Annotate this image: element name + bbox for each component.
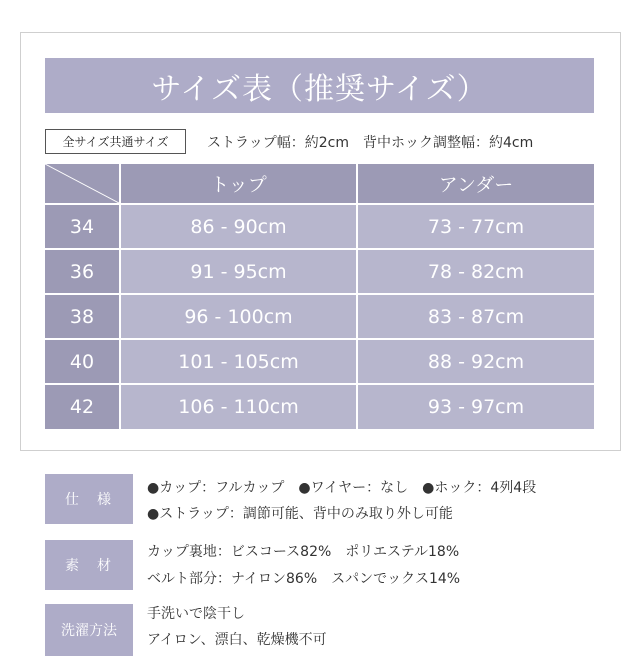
top-cell: 101 - 105cm <box>120 339 357 384</box>
top-cell: 106 - 110cm <box>120 384 357 429</box>
diagonal-line-icon <box>45 164 119 203</box>
spec-row-washing <box>45 604 594 656</box>
spec-line: 手洗いで陰干し <box>147 606 245 622</box>
size-cell: 40 <box>45 339 120 384</box>
spec-label: 洗濯方法 <box>45 604 133 656</box>
spec-row-material <box>45 540 594 590</box>
size-cell: 36 <box>45 249 120 294</box>
strap-note: ストラップ幅：約2cm 背中ホック調整幅：約4cm <box>207 134 534 151</box>
spec-label: 素 材 <box>45 540 133 590</box>
spec-line: ベルト部分：ナイロン86% スパンでックス14% <box>147 571 461 587</box>
table-row <box>45 384 594 429</box>
spec-label: 仕 様 <box>45 474 133 524</box>
size-table <box>45 164 594 429</box>
under-cell: 78 - 82cm <box>357 249 594 294</box>
table-row <box>45 339 594 384</box>
table-row <box>45 249 594 294</box>
common-size-tag: 全サイズ共通サイズ <box>45 129 186 154</box>
spec-line: ●ストラップ：調節可能、背中のみ取り外し可能 <box>147 506 453 522</box>
top-cell: 91 - 95cm <box>120 249 357 294</box>
table-header-row <box>45 164 594 204</box>
size-cell: 42 <box>45 384 120 429</box>
top-cell: 86 - 90cm <box>120 204 357 249</box>
under-cell: 88 - 92cm <box>357 339 594 384</box>
size-chart-title: サイズ表（推奨サイズ） <box>45 58 594 113</box>
under-cell: 73 - 77cm <box>357 204 594 249</box>
header-under: アンダー <box>357 164 594 204</box>
spec-line: カップ裏地：ビスコース82% ポリエステル18% <box>147 544 460 560</box>
spec-line: ●カップ：フルカップ ●ワイヤー：なし ●ホック：4列4段 <box>147 480 537 496</box>
under-cell: 93 - 97cm <box>357 384 594 429</box>
top-cell: 96 - 100cm <box>120 294 357 339</box>
corner-diagonal-cell <box>45 164 120 204</box>
under-cell: 83 - 87cm <box>357 294 594 339</box>
spec-line: アイロン、漂白、乾燥機不可 <box>147 632 327 648</box>
spec-row-specification <box>45 474 594 524</box>
header-top: トップ <box>120 164 357 204</box>
table-row <box>45 294 594 339</box>
size-cell: 34 <box>45 204 120 249</box>
size-cell: 38 <box>45 294 120 339</box>
table-row <box>45 204 594 249</box>
